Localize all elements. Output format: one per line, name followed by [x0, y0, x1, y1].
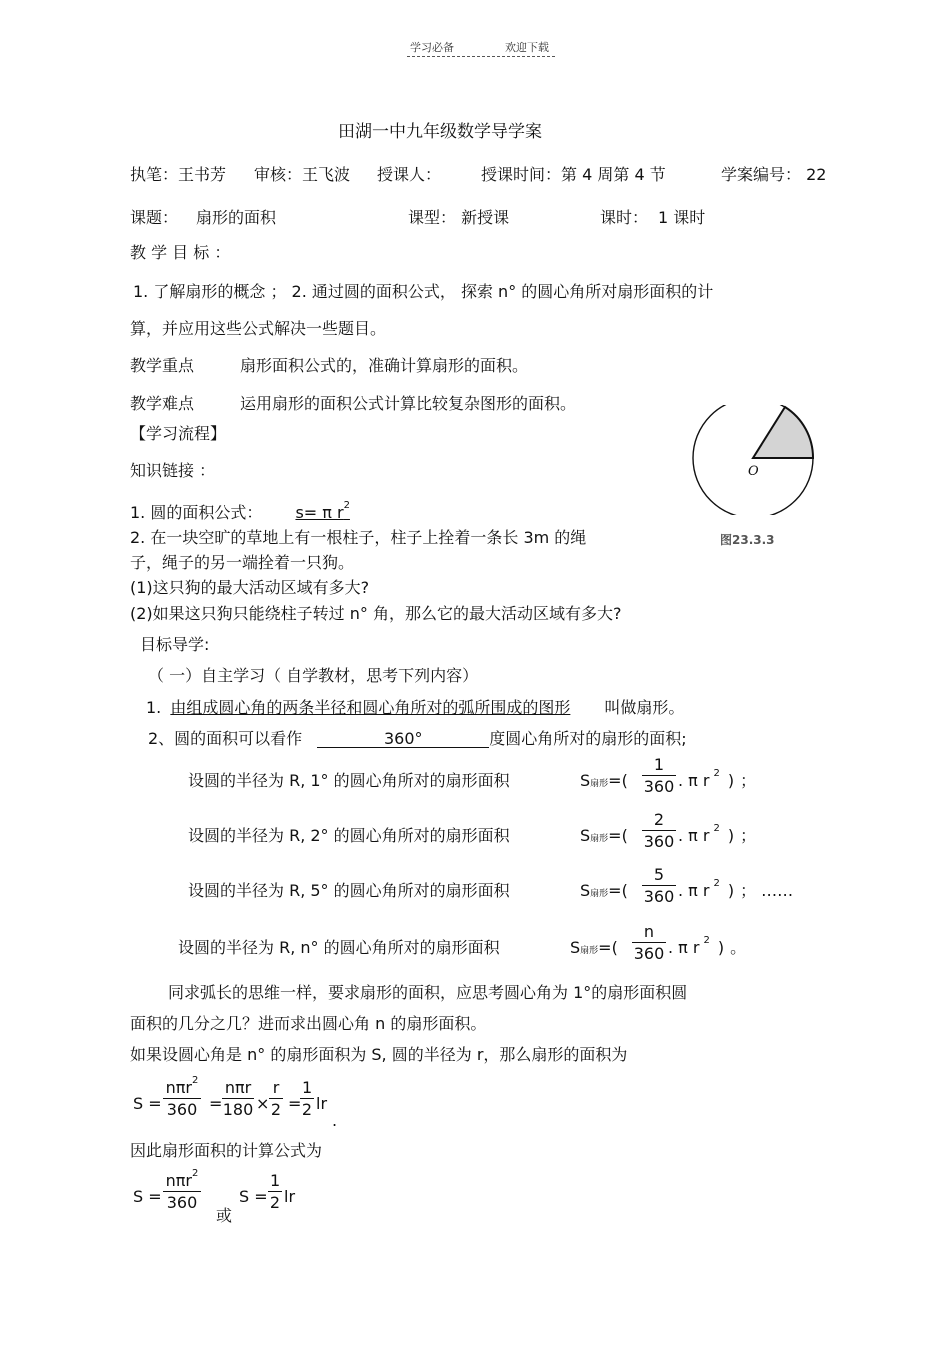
sector-row-open: =(	[608, 881, 628, 900]
sector-row-s	[580, 883, 628, 899]
formula1-eq2: =	[288, 1094, 302, 1113]
formula2-frac1-den: 360	[166, 1193, 198, 1212]
sector-row-close: )	[727, 826, 735, 845]
conclusion: 因此扇形面积的计算公式为	[130, 1141, 323, 1160]
sector-row-fraction-num: 2	[642, 812, 676, 831]
key-point-label: 教学重点	[130, 356, 195, 375]
sector-row-pi-r: . π r	[678, 881, 710, 900]
sector-row-s-sub: 扇形	[590, 889, 609, 899]
guide-section: （ 一）自主学习（ 自学教材，思考下列内容）	[148, 666, 479, 685]
sector-row-fraction	[642, 812, 676, 850]
sector-row-text: 设圆的半径为 R, 5° 的圆心角所对的扇形面积	[188, 881, 510, 900]
sector-row-sup: 2	[713, 878, 720, 889]
sector-row-fraction-num: 1	[642, 757, 676, 776]
sector-row-s	[580, 828, 628, 844]
formula1-lr: lr	[316, 1094, 328, 1113]
sector-row-s-letter: S	[580, 881, 591, 900]
meta-reviewer: 审核：王飞波	[254, 165, 351, 184]
flow-question1: (1)这只狗的最大活动区域有多大?	[130, 578, 370, 597]
sector-row-s-letter: S	[580, 826, 591, 845]
header-right: 欢迎下载	[505, 41, 549, 54]
sector-row-text: 设圆的半径为 R, 2° 的圆心角所对的扇形面积	[188, 826, 510, 845]
formula1-frac3-den: 2	[270, 1100, 282, 1119]
sector-row-pi-r: . π r	[678, 826, 710, 845]
sector-row-fraction	[632, 924, 666, 962]
topic: 扇形的面积	[196, 208, 277, 227]
formula1-frac1-sup: 2	[191, 1075, 199, 1086]
sector-row-text: 设圆的半径为 R, n° 的圆心角所对的扇形面积	[178, 938, 500, 957]
sector-row-fraction-den: 360	[643, 887, 675, 906]
flow-item2-line2: 子，绳子的另一端拴着一只狗。	[130, 553, 355, 572]
formula2-frac2-num: 1	[270, 1171, 281, 1190]
formula1-frac2-num: nπr	[222, 1080, 254, 1099]
meta-teacher: 授课人：	[377, 165, 442, 184]
formula2-lr: lr	[284, 1187, 296, 1206]
sector-row-open: =(	[608, 826, 628, 845]
sector-row-fraction-den: 360	[643, 832, 675, 851]
sector-row-s	[580, 773, 628, 789]
guide-q2	[148, 731, 687, 748]
header-left: 学习必备	[410, 41, 454, 54]
figure-center-label: O	[748, 464, 759, 479]
sector-row-text: 设圆的半径为 R, 1° 的圆心角所对的扇形面积	[188, 771, 510, 790]
derivation-p2: 如果设圆心角是 n° 的扇形面积为 S, 圆的半径为 r，那么扇形的面积为	[130, 1045, 628, 1064]
formula2-frac2-den: 2	[269, 1193, 281, 1212]
formula2-frac2	[268, 1173, 282, 1211]
sector-row-s-sub: 扇形	[590, 834, 609, 844]
sector-row-close: )	[727, 771, 735, 790]
formula1-frac3	[269, 1080, 283, 1118]
formula1-frac4-num: 1	[302, 1078, 313, 1097]
formula1-frac3-num: r	[269, 1080, 283, 1099]
formula1-frac4-den: 2	[301, 1100, 313, 1119]
formula1-s: S =	[133, 1094, 162, 1113]
sector-row-tail	[678, 878, 794, 900]
circle-area-formula-text: s= π r	[295, 503, 344, 522]
sector-row-end: ；	[740, 771, 757, 790]
knowledge-link: 知识链接 ：	[130, 461, 216, 480]
page-title: 田湖一中九年级数学导学案	[338, 122, 542, 142]
formula2-s2: S =	[239, 1187, 268, 1206]
sector-row-tail	[668, 935, 747, 957]
sector-row-s-letter: S	[580, 771, 591, 790]
goals-heading: 教 学 目 标 ：	[130, 243, 231, 262]
formula2-frac1	[163, 1168, 201, 1212]
sector-row-open: =(	[598, 938, 618, 957]
guide-heading: 目标导学:	[140, 635, 210, 654]
sector-figure	[690, 405, 825, 515]
lesson-hours-label: 课时：	[600, 208, 649, 227]
sector-row-fraction-den: 360	[643, 777, 675, 796]
lesson-type: 课型： 新授课	[408, 208, 510, 227]
meta-time: 授课时间：第 4 周第 4 节	[481, 165, 666, 184]
sector-row-end: 。	[730, 938, 747, 957]
guide-q1-answer: 由组成圆心角的两条半径和圆心角所对的弧所围成的图形	[170, 698, 571, 717]
sector-row-fraction-num: n	[632, 924, 666, 943]
formula1-eq1: =	[209, 1094, 223, 1113]
formula2-frac1-sup: 2	[191, 1168, 199, 1179]
sector-row-pi-r: . π r	[678, 771, 710, 790]
formula1-frac1-den: 360	[166, 1100, 198, 1119]
guide-q2-answer: 360°	[317, 731, 489, 748]
sector-row-s-sub: 扇形	[590, 779, 609, 789]
sector-row-s	[570, 940, 618, 956]
circle-area-formula-sup: 2	[343, 500, 350, 511]
hard-point: 运用扇形的面积公式计算比较复杂图形的面积。	[240, 394, 577, 413]
flow-item2-line1: 2. 在一块空旷的草地上有一根柱子，柱子上拴着一条长 3m 的绳	[130, 528, 587, 547]
flow-heading: 【学习流程】	[130, 424, 227, 443]
meta-number: 学案编号： 22	[721, 165, 827, 184]
sector-row-close: )	[717, 938, 725, 957]
formula2-frac1-num	[163, 1168, 201, 1192]
sector-row-fraction-num: 5	[642, 867, 676, 886]
sector-row-s-sub: 扇形	[580, 946, 599, 956]
guide-q2-suffix: 度圆心角所对的扇形的面积;	[489, 729, 687, 748]
guide-q1	[146, 700, 684, 716]
goals-line1: 1. 了解扇形的概念 ； 2. 通过圆的面积公式， 探索 n° 的圆心角所对扇形面积的计	[133, 282, 714, 301]
sector-row-s-letter: S	[570, 938, 581, 957]
header-divider	[407, 56, 555, 57]
formula1-frac4	[300, 1080, 314, 1118]
sector-row-sup: 2	[713, 768, 720, 779]
sector-row-close: )	[727, 881, 735, 900]
goals-line2: 算，并应用这些公式解决一些题目。	[130, 319, 387, 338]
meta-author: 执笔：王书芳	[130, 165, 227, 184]
formula1-frac2-den: 180	[222, 1100, 254, 1119]
formula1-times: ×	[256, 1094, 270, 1113]
sector-row-sup: 2	[713, 823, 720, 834]
flow-question2: (2)如果这只狗只能绕柱子转过 n° 角，那么它的最大活动区域有多大?	[130, 604, 622, 623]
flow-item1-prefix: 1. 圆的面积公式：	[130, 503, 263, 522]
guide-q1-prefix: 1.	[146, 698, 162, 717]
guide-q2-prefix: 2、圆的面积可以看作	[148, 729, 303, 748]
hard-point-label: 教学难点	[130, 394, 195, 413]
sector-row-end: ； ……	[740, 881, 794, 900]
formula2-frac1-num-text: nπr	[165, 1171, 192, 1190]
formula1-frac1-num	[163, 1075, 201, 1099]
topic-label: 课题：	[130, 208, 179, 227]
figure-caption: 图23.3.3	[720, 533, 775, 547]
sector-row-pi-r: . π r	[668, 938, 700, 957]
flow-item1	[130, 500, 354, 522]
sector-row-sup: 2	[703, 935, 710, 946]
sector-row-open: =(	[608, 771, 628, 790]
formula1-frac1	[163, 1075, 201, 1119]
key-point: 扇形面积公式的，准确计算扇形的面积。	[240, 356, 529, 375]
formula1-dot: .	[332, 1111, 338, 1130]
formula1-frac2	[222, 1080, 254, 1118]
lesson-hours: 1 课时	[658, 208, 706, 227]
sector-row-fraction-den: 360	[633, 944, 665, 963]
sector-row-fraction	[642, 867, 676, 905]
guide-q1-suffix: 叫做扇形。	[604, 698, 685, 717]
sector-row-tail	[678, 823, 757, 845]
formula2-s: S =	[133, 1187, 162, 1206]
figure-sector	[753, 407, 813, 458]
sector-row-tail	[678, 768, 757, 790]
formula1-frac1-num-text: nπr	[165, 1078, 192, 1097]
formula2-or: 或	[216, 1206, 233, 1225]
sector-row-end: ；	[740, 826, 757, 845]
circle-area-formula	[287, 500, 354, 522]
derivation-p1b: 面积的几分之几？进而求出圆心角 n 的扇形面积。	[130, 1014, 487, 1033]
derivation-p1a: 同求弧长的思维一样，要求扇形的面积，应思考圆心角为 1°的扇形面积圆	[168, 983, 688, 1002]
sector-row-fraction	[642, 757, 676, 795]
